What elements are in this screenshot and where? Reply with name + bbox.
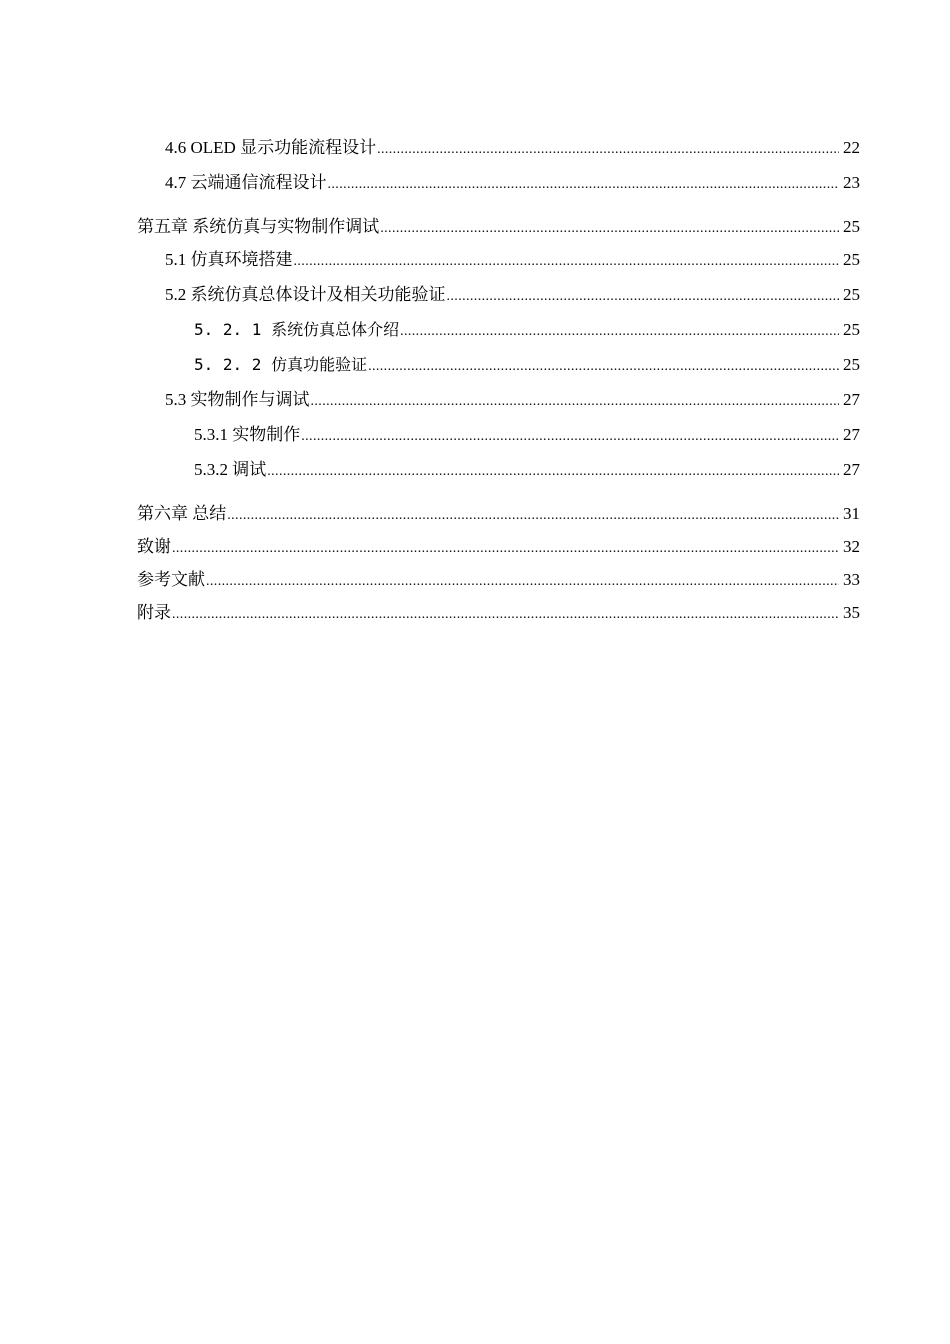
toc-page-number: 27: [843, 390, 860, 409]
toc-page-number: 25: [843, 285, 860, 304]
toc-entry[interactable]: [137, 215, 860, 248]
toc-entry-title: 5.3.2 调试: [194, 460, 267, 479]
toc-dot-leader: [311, 390, 840, 414]
toc-entry[interactable]: [137, 318, 860, 353]
toc-entry-title: 5. 2. 2 仿真功能验证: [194, 355, 368, 374]
toc-chapter-title: 第六章 总结: [137, 504, 227, 523]
toc-entry[interactable]: [137, 535, 860, 568]
toc-page-number: 25: [843, 320, 860, 339]
toc-dot-leader: [301, 425, 839, 449]
toc-page-number: 27: [843, 460, 860, 479]
toc-entry[interactable]: [137, 353, 860, 388]
toc-dot-leader: [400, 320, 839, 344]
toc-dot-leader: [172, 537, 839, 561]
toc-entry[interactable]: [137, 458, 860, 493]
toc-entry[interactable]: [137, 601, 860, 634]
toc-entry[interactable]: [137, 568, 860, 601]
toc-dot-leader: [447, 285, 840, 309]
toc-dot-leader: [328, 173, 840, 197]
toc-chapter-title: 致谢: [137, 537, 171, 556]
toc-dot-leader: [377, 138, 839, 162]
toc-dot-leader: [380, 217, 839, 241]
toc-entry[interactable]: [137, 388, 860, 423]
toc-entry-title: 4.7 云端通信流程设计: [165, 173, 327, 192]
toc-entry[interactable]: [137, 502, 860, 535]
toc-page-number: 27: [843, 425, 860, 444]
toc-page-number: 22: [843, 138, 860, 157]
toc-page-number: 25: [843, 217, 860, 236]
toc-page-number: 32: [843, 537, 860, 556]
toc-dot-leader: [267, 460, 839, 484]
toc-entry[interactable]: [137, 136, 860, 171]
table-of-contents: [137, 136, 860, 634]
toc-entry-title: 5.3.1 实物制作: [194, 425, 301, 444]
toc-dot-leader: [227, 504, 839, 528]
toc-dot-leader: [368, 355, 839, 379]
toc-entry[interactable]: [137, 171, 860, 206]
toc-entry-title: 4.6 OLED 显示功能流程设计: [165, 138, 377, 157]
toc-chapter-title: 第五章 系统仿真与实物制作调试: [137, 217, 380, 236]
toc-entry-title: 5.1 仿真环境搭建: [165, 250, 293, 269]
toc-entry[interactable]: [137, 248, 860, 283]
toc-page-number: 33: [843, 570, 860, 589]
toc-entry[interactable]: [137, 423, 860, 458]
toc-page-number: 23: [843, 173, 860, 192]
toc-entry-title: 5.2 系统仿真总体设计及相关功能验证: [165, 285, 446, 304]
toc-page-number: 35: [843, 603, 860, 622]
toc-chapter-title: 附录: [137, 603, 171, 622]
toc-entry-title: 5. 2. 1 系统仿真总体介绍: [194, 320, 400, 339]
toc-chapter-title: 参考文献: [137, 570, 205, 589]
toc-entry-title: 5.3 实物制作与调试: [165, 390, 310, 409]
toc-page-number: 31: [843, 504, 860, 523]
toc-dot-leader: [294, 250, 840, 274]
toc-page-number: 25: [843, 250, 860, 269]
toc-page-number: 25: [843, 355, 860, 374]
toc-dot-leader: [206, 570, 839, 594]
toc-entry[interactable]: [137, 283, 860, 318]
toc-dot-leader: [172, 603, 839, 627]
